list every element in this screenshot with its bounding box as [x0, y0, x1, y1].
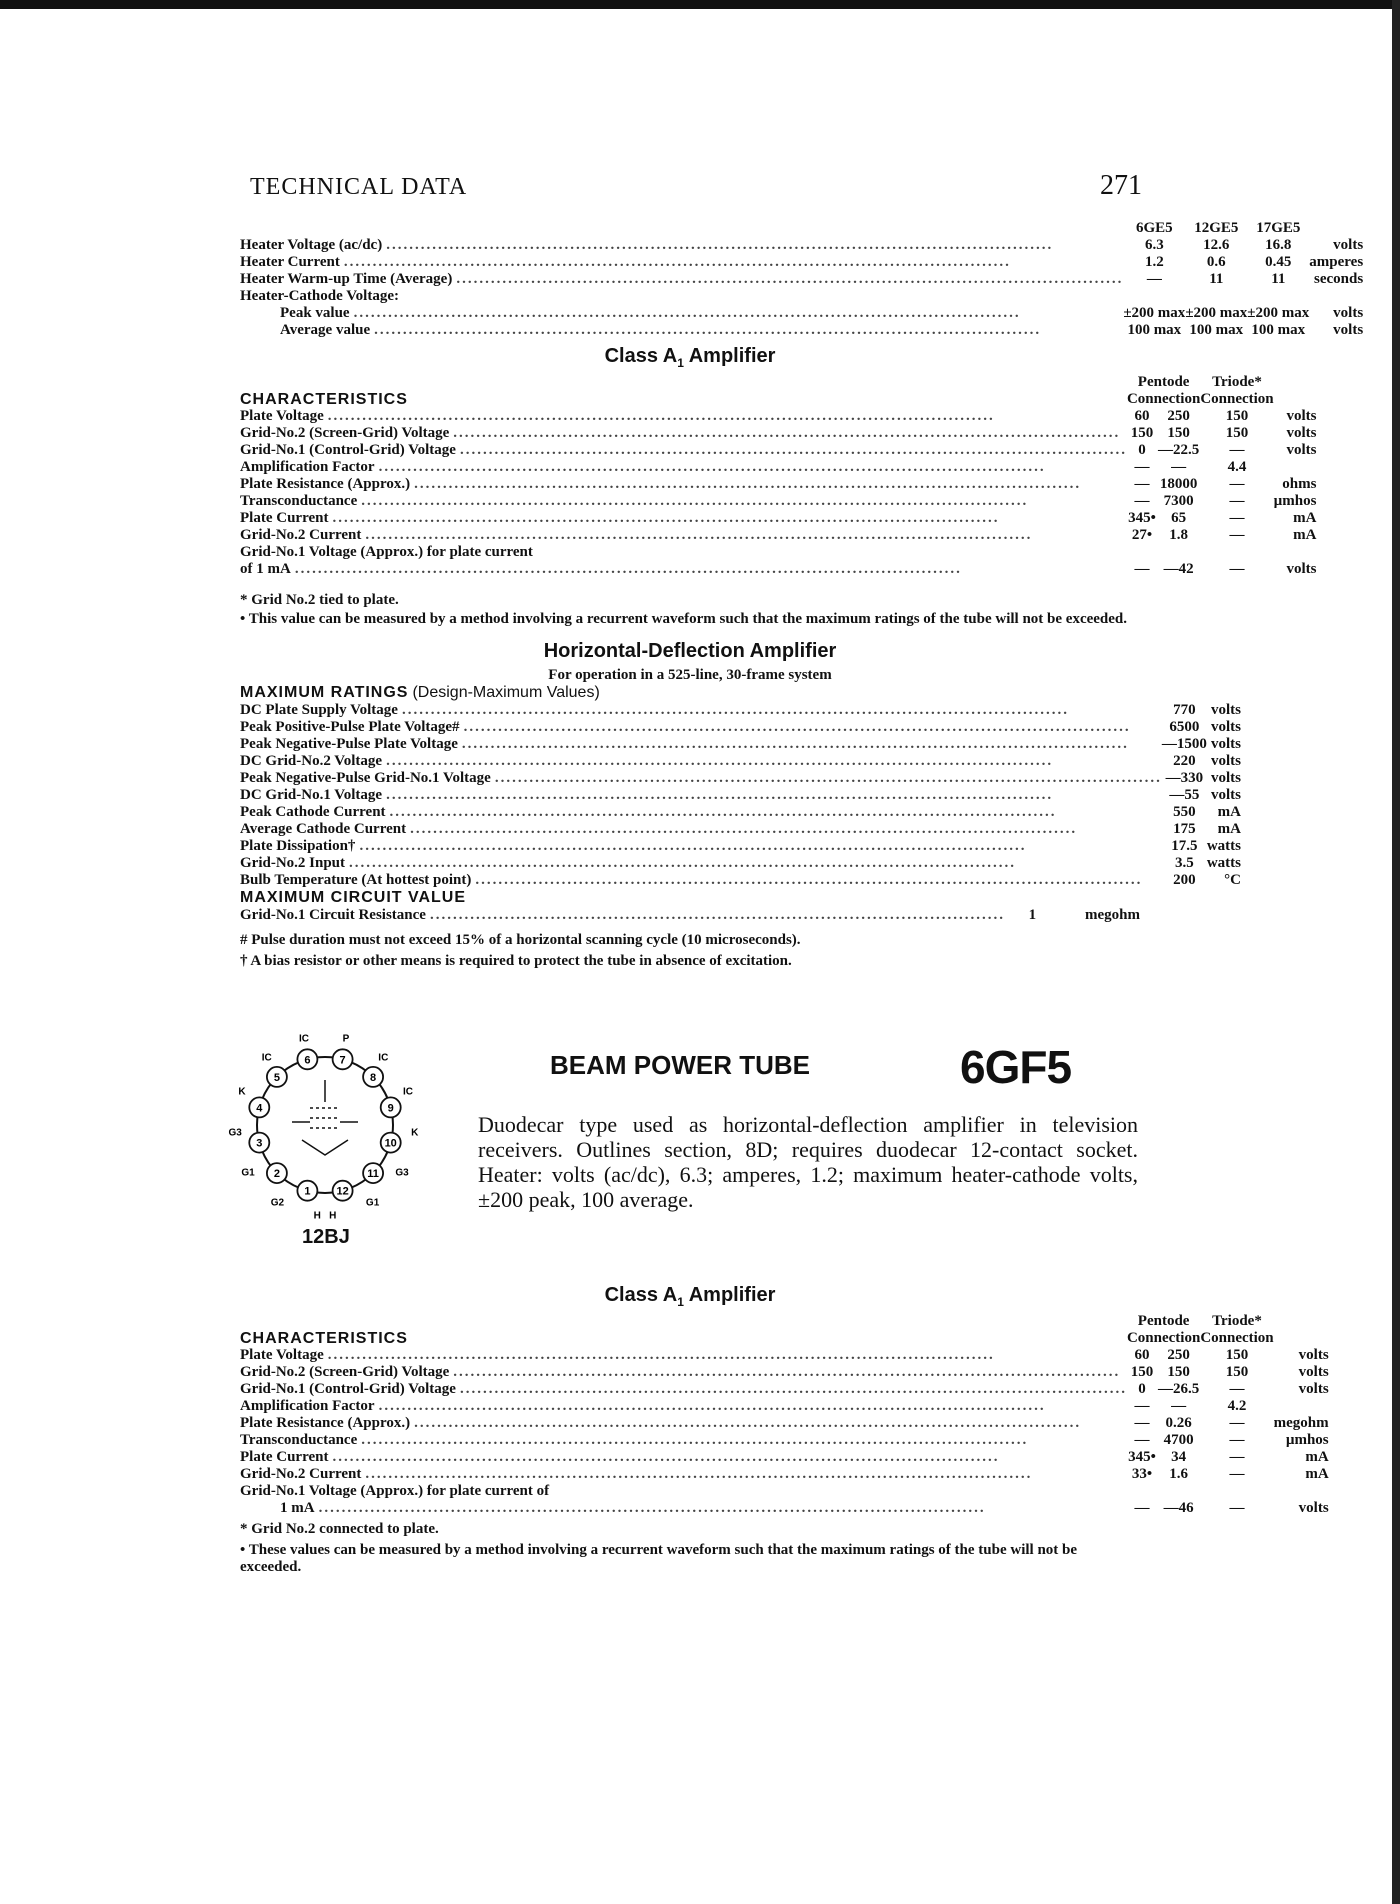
pentode-value: 150: [1167, 425, 1190, 441]
row-unit: volts: [1298, 1347, 1329, 1363]
triode-value: [1200, 544, 1273, 561]
row-label: 1 mA: [280, 1500, 315, 1516]
pentode-value: —26.5: [1158, 1381, 1200, 1397]
tube-section: [228, 1030, 1140, 1280]
amp2-header-row: [240, 1330, 1329, 1347]
socket-pin-number: 4: [256, 1102, 263, 1115]
triode-value: —: [1229, 1449, 1245, 1465]
page-number: 271: [1100, 170, 1142, 201]
table-row: of 1 mA .................................................................................................................... — —42 — volts: [240, 561, 1317, 577]
table-row: 1 mA .................................................................................................................... — —46 — volts: [280, 1500, 1329, 1516]
socket-pin-label: H: [329, 1210, 337, 1222]
pentode-value: —22.5: [1158, 442, 1200, 458]
row-value: [1123, 288, 1185, 305]
row-value: 0.45: [1265, 254, 1292, 270]
table-row: Heater Warm-up Time (Average) .................................................................................................................... — 11 11 seconds: [240, 271, 1364, 287]
triode-value: 4.2: [1227, 1398, 1247, 1414]
amp2-note-2: • These values can be measured by a method involving a recurrent waveform such that the maximum ratings of the tube will not be exceeded.: [240, 1542, 1078, 1575]
pentode-value: [1157, 544, 1200, 561]
row-label: Amplification Factor: [240, 459, 375, 475]
amp1-header-row: [240, 374, 1316, 391]
scan-top-border: [0, 0, 1400, 9]
pentode-value: 33•: [1131, 1466, 1153, 1482]
hdef-note-2: † A bias resistor or other means is required to protect the tube in absence of excitation.: [240, 953, 792, 969]
row-label: Plate Current: [240, 1449, 329, 1465]
row-unit: volts: [1286, 561, 1317, 577]
triode-value: —: [1229, 527, 1245, 543]
triode-header: Triode*: [1212, 374, 1262, 390]
pentode-value: [1127, 1483, 1157, 1500]
table-row: Grid-No.1 Circuit Resistance .................................................................................................... 1 megohm: [240, 907, 1140, 923]
socket-pin-label: IC: [403, 1086, 413, 1098]
socket-pin-number: 8: [370, 1071, 377, 1084]
row-label: Grid-No.2 Current: [240, 527, 362, 543]
row-value: 6.3: [1144, 237, 1164, 253]
row-unit: µmhos: [1285, 1432, 1329, 1448]
table-row: Average value .................................................................................................................... 100 max 100 max 100 max volts: [280, 322, 1364, 338]
scan-right-border: [1392, 0, 1400, 1904]
row-value: 550: [1173, 804, 1196, 820]
row-label: Peak Cathode Current: [240, 804, 386, 820]
row-label: Transconductance: [240, 493, 358, 509]
pentode-value: 0: [1138, 1381, 1146, 1397]
triode-value: 150: [1225, 1364, 1249, 1380]
triode-header-2: Connection: [1200, 1330, 1274, 1346]
characteristics-label: CHARACTERISTICS: [240, 1330, 408, 1347]
row-unit: °C: [1224, 872, 1241, 888]
row-label: DC Plate Supply Voltage: [240, 702, 398, 718]
socket-pin-label: K: [238, 1086, 246, 1098]
column-header: 17GE5: [1256, 220, 1301, 236]
row-value: 100 max: [1127, 322, 1182, 338]
pentode-value: —46: [1163, 1500, 1194, 1516]
row-unit: volts: [1298, 1381, 1329, 1397]
row-unit: volts: [1210, 702, 1241, 718]
pentode-value: —: [1134, 1432, 1150, 1448]
socket-pin-number: 5: [273, 1071, 280, 1084]
triode-header-2: Connection: [1200, 391, 1274, 407]
socket-pin-label: G1: [365, 1197, 380, 1209]
row-unit: volts: [1333, 237, 1364, 253]
hdef-table: [240, 702, 1241, 889]
table-row: Plate Current .................................................................................................................... 345• 65 — mA: [240, 510, 1317, 526]
socket-pin-number: 7: [339, 1054, 346, 1067]
table-row: Grid-No.1 (Control-Grid) Voltage .................................................................................................................... 0 —26.5 — volts: [240, 1381, 1329, 1397]
socket-pin-number: 1: [304, 1185, 311, 1198]
row-unit: volts: [1333, 322, 1364, 338]
pentode-value: [1157, 1483, 1200, 1500]
ratings-label: MAXIMUM RATINGS: [240, 684, 409, 701]
row-unit: mA: [1293, 527, 1317, 543]
table-row: Grid-No.2 Input .................................................................................................................... 3.5 watts: [240, 855, 1241, 871]
row-value: 17.5: [1171, 838, 1198, 854]
table-row: DC Grid-No.1 Voltage .................................................................................................................... —55 volts: [240, 787, 1241, 803]
row-unit: volts: [1286, 425, 1317, 441]
pentode-header: Pentode: [1137, 374, 1190, 390]
row-value: 100 max: [1251, 322, 1306, 338]
amp1-note-2: • This value can be measured by a method involving a recurrent waveform such that the maximum ratings of the tube will not be exceeded.: [240, 611, 1128, 627]
triode-value: —: [1229, 561, 1245, 577]
row-label: Peak Positive-Pulse Plate Voltage#: [240, 719, 460, 735]
page-title: TECHNICAL DATA: [250, 174, 468, 200]
row-label: Grid-No.2 Input: [240, 855, 346, 871]
socket-pin-number: 12: [336, 1185, 349, 1198]
pentode-value: —42: [1163, 561, 1194, 577]
table-row: Plate Dissipation† .................................................................................................................... 17.5 watts: [240, 838, 1241, 854]
row-label: Heater Warm-up Time (Average): [240, 271, 453, 287]
socket-pin-number: 2: [273, 1168, 280, 1181]
row-label: Heater Voltage (ac/dc): [240, 237, 383, 253]
pentode-value: 345•: [1128, 510, 1156, 526]
pentode-value: —: [1134, 476, 1150, 492]
row-value: 200: [1173, 872, 1196, 888]
socket-pin-label: H: [313, 1210, 321, 1222]
pentode-value: 250: [1167, 408, 1190, 424]
row-unit: mA: [1305, 1466, 1329, 1482]
triode-value: —: [1229, 493, 1245, 509]
row-unit: volts: [1333, 305, 1364, 321]
triode-value: —: [1229, 1466, 1245, 1482]
row-value: 770: [1173, 702, 1196, 718]
table-row: Plate Voltage .................................................................................................................... 60 250 150 volts: [240, 1347, 1329, 1363]
row-label: Amplification Factor: [240, 1398, 375, 1414]
heater-table: [240, 220, 1363, 339]
triode-value: —: [1229, 442, 1245, 458]
pentode-value: —: [1134, 1415, 1150, 1431]
table-row: Peak Positive-Pulse Plate Voltage# .................................................................................................................... 6500 volts: [240, 719, 1241, 735]
row-label: Bulb Temperature (At hottest point): [240, 872, 472, 888]
pentode-value: 0: [1138, 442, 1146, 458]
row-unit: [1309, 288, 1363, 305]
column-header: 12GE5: [1194, 220, 1239, 236]
table-row: Bulb Temperature (At hottest point) .................................................................................................................... 200 °C: [240, 872, 1241, 888]
table-row: Average Cathode Current .................................................................................................................... 175 mA: [240, 821, 1241, 837]
socket-pin-number: 11: [367, 1168, 379, 1181]
amp2-table-body: [240, 1347, 1329, 1517]
table-row: Peak Cathode Current .................................................................................................................... 550 mA: [240, 804, 1241, 820]
row-label: Plate Resistance (Approx.): [240, 476, 411, 492]
row-unit: mA: [1305, 1449, 1329, 1465]
socket-pin-label: G1: [241, 1167, 255, 1179]
table-row: Peak value .................................................................................................................... ±200 max ±200 max ±200 max volts: [280, 305, 1364, 321]
row-label: Plate Voltage: [240, 408, 324, 424]
row-unit: mA: [1293, 510, 1317, 526]
row-unit: volts: [1210, 736, 1241, 752]
row-unit: volts: [1210, 787, 1241, 803]
table-row: Peak Negative-Pulse Grid-No.1 Voltage .................................................................................................................... —330 volts: [240, 770, 1241, 786]
row-label: Heater-Cathode Voltage:: [240, 288, 399, 304]
row-value: [1247, 288, 1309, 305]
column-header: 6GE5: [1135, 220, 1173, 236]
row-value: —330: [1165, 770, 1204, 786]
row-label: Plate Resistance (Approx.): [240, 1415, 411, 1431]
table-row: Plate Current .................................................................................................................... 345• 34 — mA: [240, 1449, 1329, 1465]
row-value: 6500: [1169, 719, 1200, 735]
triode-value: 4.4: [1227, 459, 1247, 475]
amp2-note-1: * Grid No.2 connected to plate.: [240, 1521, 439, 1537]
circuit-table: [240, 907, 1140, 924]
row-value: —1500: [1161, 736, 1207, 752]
row-value: 100 max: [1189, 322, 1244, 338]
table-row: DC Plate Supply Voltage .................................................................................................................... 770 volts: [240, 702, 1241, 718]
row-unit: volts: [1286, 442, 1317, 458]
pentode-header-2: Connection: [1126, 1330, 1201, 1346]
row-unit: ohms: [1282, 476, 1317, 492]
row-label: Grid-No.1 Voltage (Approx.) for plate current: [240, 544, 533, 560]
tube-type: 6GF5: [960, 1041, 1072, 1093]
row-label: Grid-No.1 (Control-Grid) Voltage: [240, 442, 456, 458]
row-unit: volts: [1210, 753, 1241, 769]
row-unit: volts: [1286, 408, 1317, 424]
pentode-value: 150: [1130, 1364, 1154, 1380]
page-header: [240, 170, 1140, 210]
socket-pin-label: IC: [299, 1033, 309, 1045]
triode-value: [1200, 1483, 1273, 1500]
basing-code: 12BJ: [302, 1226, 350, 1248]
pentode-value: 4700: [1163, 1432, 1194, 1448]
amp1-note-1: * Grid No.2 tied to plate.: [240, 592, 399, 608]
table-row: Grid-No.2 Current .................................................................................................................... 33• 1.6 — mA: [240, 1466, 1329, 1482]
pentode-value: 1.6: [1169, 1466, 1189, 1482]
row-unit: volts: [1298, 1364, 1329, 1380]
row-value: 12.6: [1203, 237, 1230, 253]
row-unit: watts: [1206, 838, 1241, 854]
hdef-section-title: Horizontal-Deflection Amplifier: [543, 640, 837, 662]
triode-header: Triode*: [1212, 1313, 1262, 1329]
pentode-header-2: Connection: [1126, 391, 1201, 407]
hdef-note-1: # Pulse duration must not exceed 15% of a horizontal scanning cycle (10 microseconds).: [240, 932, 801, 948]
table-row: Grid-No.2 Current .................................................................................................................... 27• 1.8 — mA: [240, 527, 1317, 543]
socket-pin-label: G3: [395, 1167, 409, 1179]
pentode-value: —: [1134, 561, 1150, 577]
socket-pin-label: IC: [261, 1052, 272, 1064]
pentode-value: 60: [1134, 408, 1150, 424]
row-unit: volts: [1210, 719, 1241, 735]
row-value: 11: [1271, 271, 1286, 287]
pentode-value: —: [1134, 1500, 1150, 1516]
row-label: DC Grid-No.1 Voltage: [240, 787, 383, 803]
row-value: —: [1146, 271, 1162, 287]
table-row: Transconductance .................................................................................................................... — 7300 — µmhos: [240, 493, 1317, 509]
socket-pin-number: 3: [256, 1137, 263, 1150]
pentode-value: —: [1134, 459, 1150, 475]
row-value: ±200 max: [1185, 305, 1248, 321]
table-row: Grid-No.2 (Screen-Grid) Voltage .................................................................................................................... 150 150 150 volts: [240, 425, 1317, 441]
circuit-value-label: MAXIMUM CIRCUIT VALUE: [240, 889, 467, 906]
table-row: Grid-No.1 (Control-Grid) Voltage .................................................................................................................... 0 —22.5 — volts: [240, 442, 1317, 458]
row-unit: [1274, 459, 1317, 476]
pentode-value: 250: [1167, 1347, 1190, 1363]
triode-value: —: [1229, 1415, 1245, 1431]
socket-pin-number: 9: [387, 1102, 394, 1115]
row-label: of 1 mA: [240, 561, 291, 577]
row-value: 175: [1173, 821, 1196, 837]
row-value: ±200 max: [1123, 305, 1186, 321]
row-value: [1185, 288, 1247, 305]
hdef-subtitle: For operation in a 525-line, 30-frame system: [548, 667, 832, 683]
pentode-value: 7300: [1163, 493, 1194, 509]
row-unit: megohm: [1085, 907, 1140, 923]
amp1-table: [240, 374, 1316, 578]
heater-table-body: [240, 237, 1363, 339]
row-label: DC Grid-No.2 Voltage: [240, 753, 383, 769]
socket-pin-label: K: [411, 1127, 419, 1139]
triode-value: —: [1229, 1432, 1245, 1448]
pentode-value: 0.26: [1165, 1415, 1192, 1431]
ratings-sublabel: (Design-Maximum Values): [412, 684, 600, 701]
triode-value: 150: [1225, 1347, 1249, 1363]
row-label: Average Cathode Current: [240, 821, 407, 837]
table-row: Heater Voltage (ac/dc) .................................................................................................................... 6.3 12.6 16.8 volts: [240, 237, 1364, 253]
row-value: 0.6: [1206, 254, 1226, 270]
amp1-table-body: [240, 408, 1316, 578]
row-value: 3.5: [1174, 855, 1194, 871]
tube-title: BEAM POWER TUBE: [550, 1050, 810, 1080]
row-value: 220: [1173, 753, 1196, 769]
row-unit: seconds: [1313, 271, 1364, 287]
row-value: 11: [1209, 271, 1224, 287]
triode-value: —: [1229, 1500, 1245, 1516]
pentode-value: —: [1171, 1398, 1187, 1414]
pentode-value: 27•: [1131, 527, 1153, 543]
row-label: Peak Negative-Pulse Grid-No.1 Voltage: [240, 770, 491, 786]
table-row: [240, 1483, 1329, 1500]
table-row: Transconductance .................................................................................................................... — 4700 — µmhos: [240, 1432, 1329, 1448]
row-unit: mA: [1217, 804, 1241, 820]
table-row: Plate Voltage .................................................................................................................... 60 250 150 volts: [240, 408, 1317, 424]
row-label: Heater Current: [240, 254, 340, 270]
amp2-table: [240, 1313, 1329, 1517]
table-row: Amplification Factor .................................................................................................................... — — 4.4: [240, 459, 1316, 476]
row-label: Grid-No.1 Voltage (Approx.) for plate current of: [240, 1483, 550, 1499]
row-label: Plate Dissipation†: [240, 838, 356, 854]
table-row: Plate Resistance (Approx.) .................................................................................................................... — 18000 — ohms: [240, 476, 1317, 492]
table-row: Heater Current .................................................................................................................... 1.2 0.6 0.45 amperes: [240, 254, 1364, 270]
table-row: Peak Negative-Pulse Plate Voltage .................................................................................................................... —1500 volts: [240, 736, 1241, 752]
triode-value: —: [1229, 510, 1245, 526]
table-row: Amplification Factor .................................................................................................................... — — 4.2: [240, 1398, 1329, 1415]
pentode-header: Pentode: [1137, 1313, 1190, 1329]
row-unit: mA: [1217, 821, 1241, 837]
row-value: —55: [1169, 787, 1200, 803]
tube-description: Duodecar type used as horizontal-deflection amplifier in television receivers. Outlines section, 8D; requires duodecar 12-contact socket. Heater: volts (ac/dc), 6.3; amperes, 1.2; maximum heater-cathode volts, ±200 peak, 100 average.: [478, 1112, 1138, 1212]
heater-table-header: [240, 220, 1363, 237]
row-unit: [1274, 1398, 1329, 1415]
row-label: Grid-No.2 Current: [240, 1466, 362, 1482]
pentode-value: 150: [1130, 425, 1154, 441]
triode-value: —: [1229, 476, 1245, 492]
row-unit: [1274, 1483, 1329, 1500]
row-label: Transconductance: [240, 1432, 358, 1448]
pentode-value: 60: [1134, 1347, 1150, 1363]
triode-value: —: [1229, 1381, 1245, 1397]
row-label: Grid-No.1 Circuit Resistance: [240, 907, 426, 923]
pentode-value: [1127, 544, 1157, 561]
table-row: [240, 544, 1316, 561]
row-label: Peak Negative-Pulse Plate Voltage: [240, 736, 458, 752]
row-unit: [1274, 544, 1317, 561]
row-value: 1.2: [1144, 254, 1164, 270]
row-value: 1: [1028, 907, 1037, 923]
row-unit: volts: [1298, 1500, 1329, 1516]
socket-pin-label: P: [342, 1033, 350, 1045]
row-label: Grid-No.1 (Control-Grid) Voltage: [240, 1381, 456, 1397]
row-label: Peak value: [280, 305, 350, 321]
table-row: Plate Resistance (Approx.) .................................................................................................................... — 0.26 — megohm: [240, 1415, 1329, 1431]
pentode-value: —: [1134, 1398, 1150, 1414]
amp1-header-row: [240, 391, 1316, 408]
socket-pin-label: IC: [378, 1052, 389, 1064]
amp2-section-title: Class $A_1$ Amplifier: [604, 1284, 776, 1309]
row-label: Plate Voltage: [240, 1347, 324, 1363]
row-value: 16.8: [1265, 237, 1292, 253]
row-unit: µmhos: [1273, 493, 1317, 509]
triode-value: 150: [1225, 425, 1249, 441]
hdef-table-body: [240, 702, 1241, 889]
row-label: Grid-No.2 (Screen-Grid) Voltage: [240, 1364, 450, 1380]
amp1-section-title: Class $A_1$ Amplifier: [604, 345, 776, 370]
pentode-value: 1.8: [1169, 527, 1189, 543]
characteristics-label: CHARACTERISTICS: [240, 391, 408, 408]
row-label: Average value: [280, 322, 371, 338]
pentode-value: 34: [1171, 1449, 1187, 1465]
row-label: Plate Current: [240, 510, 329, 526]
row-unit: watts: [1206, 855, 1241, 871]
table-row: Grid-No.2 (Screen-Grid) Voltage .................................................................................................................... 150 150 150 volts: [240, 1364, 1329, 1380]
triode-value: 150: [1225, 408, 1249, 424]
pentode-value: 150: [1167, 1364, 1190, 1380]
ratings-heading: [240, 684, 1140, 702]
row-value: ±200 max: [1247, 305, 1310, 321]
row-label: Grid-No.2 (Screen-Grid) Voltage: [240, 425, 450, 441]
table-row: DC Grid-No.2 Voltage .................................................................................................................... 220 volts: [240, 753, 1241, 769]
row-unit: volts: [1210, 770, 1241, 786]
page-content: [228, 170, 1364, 1576]
amp2-header-row: [240, 1313, 1329, 1330]
basing-diagram: [228, 1030, 419, 1250]
pentode-value: 345•: [1128, 1449, 1156, 1465]
socket-pin-label: G3: [228, 1127, 242, 1139]
pentode-value: 65: [1171, 510, 1187, 526]
table-row: [240, 288, 1363, 305]
row-unit: amperes: [1309, 254, 1364, 270]
socket-pin-label: G2: [270, 1197, 285, 1209]
row-unit: megohm: [1273, 1415, 1329, 1431]
socket-pin-number: 10: [384, 1137, 397, 1150]
pentode-value: —: [1134, 493, 1150, 509]
pentode-value: —: [1171, 459, 1187, 475]
socket-pin-number: 6: [304, 1054, 311, 1067]
pentode-value: 18000: [1159, 476, 1198, 492]
